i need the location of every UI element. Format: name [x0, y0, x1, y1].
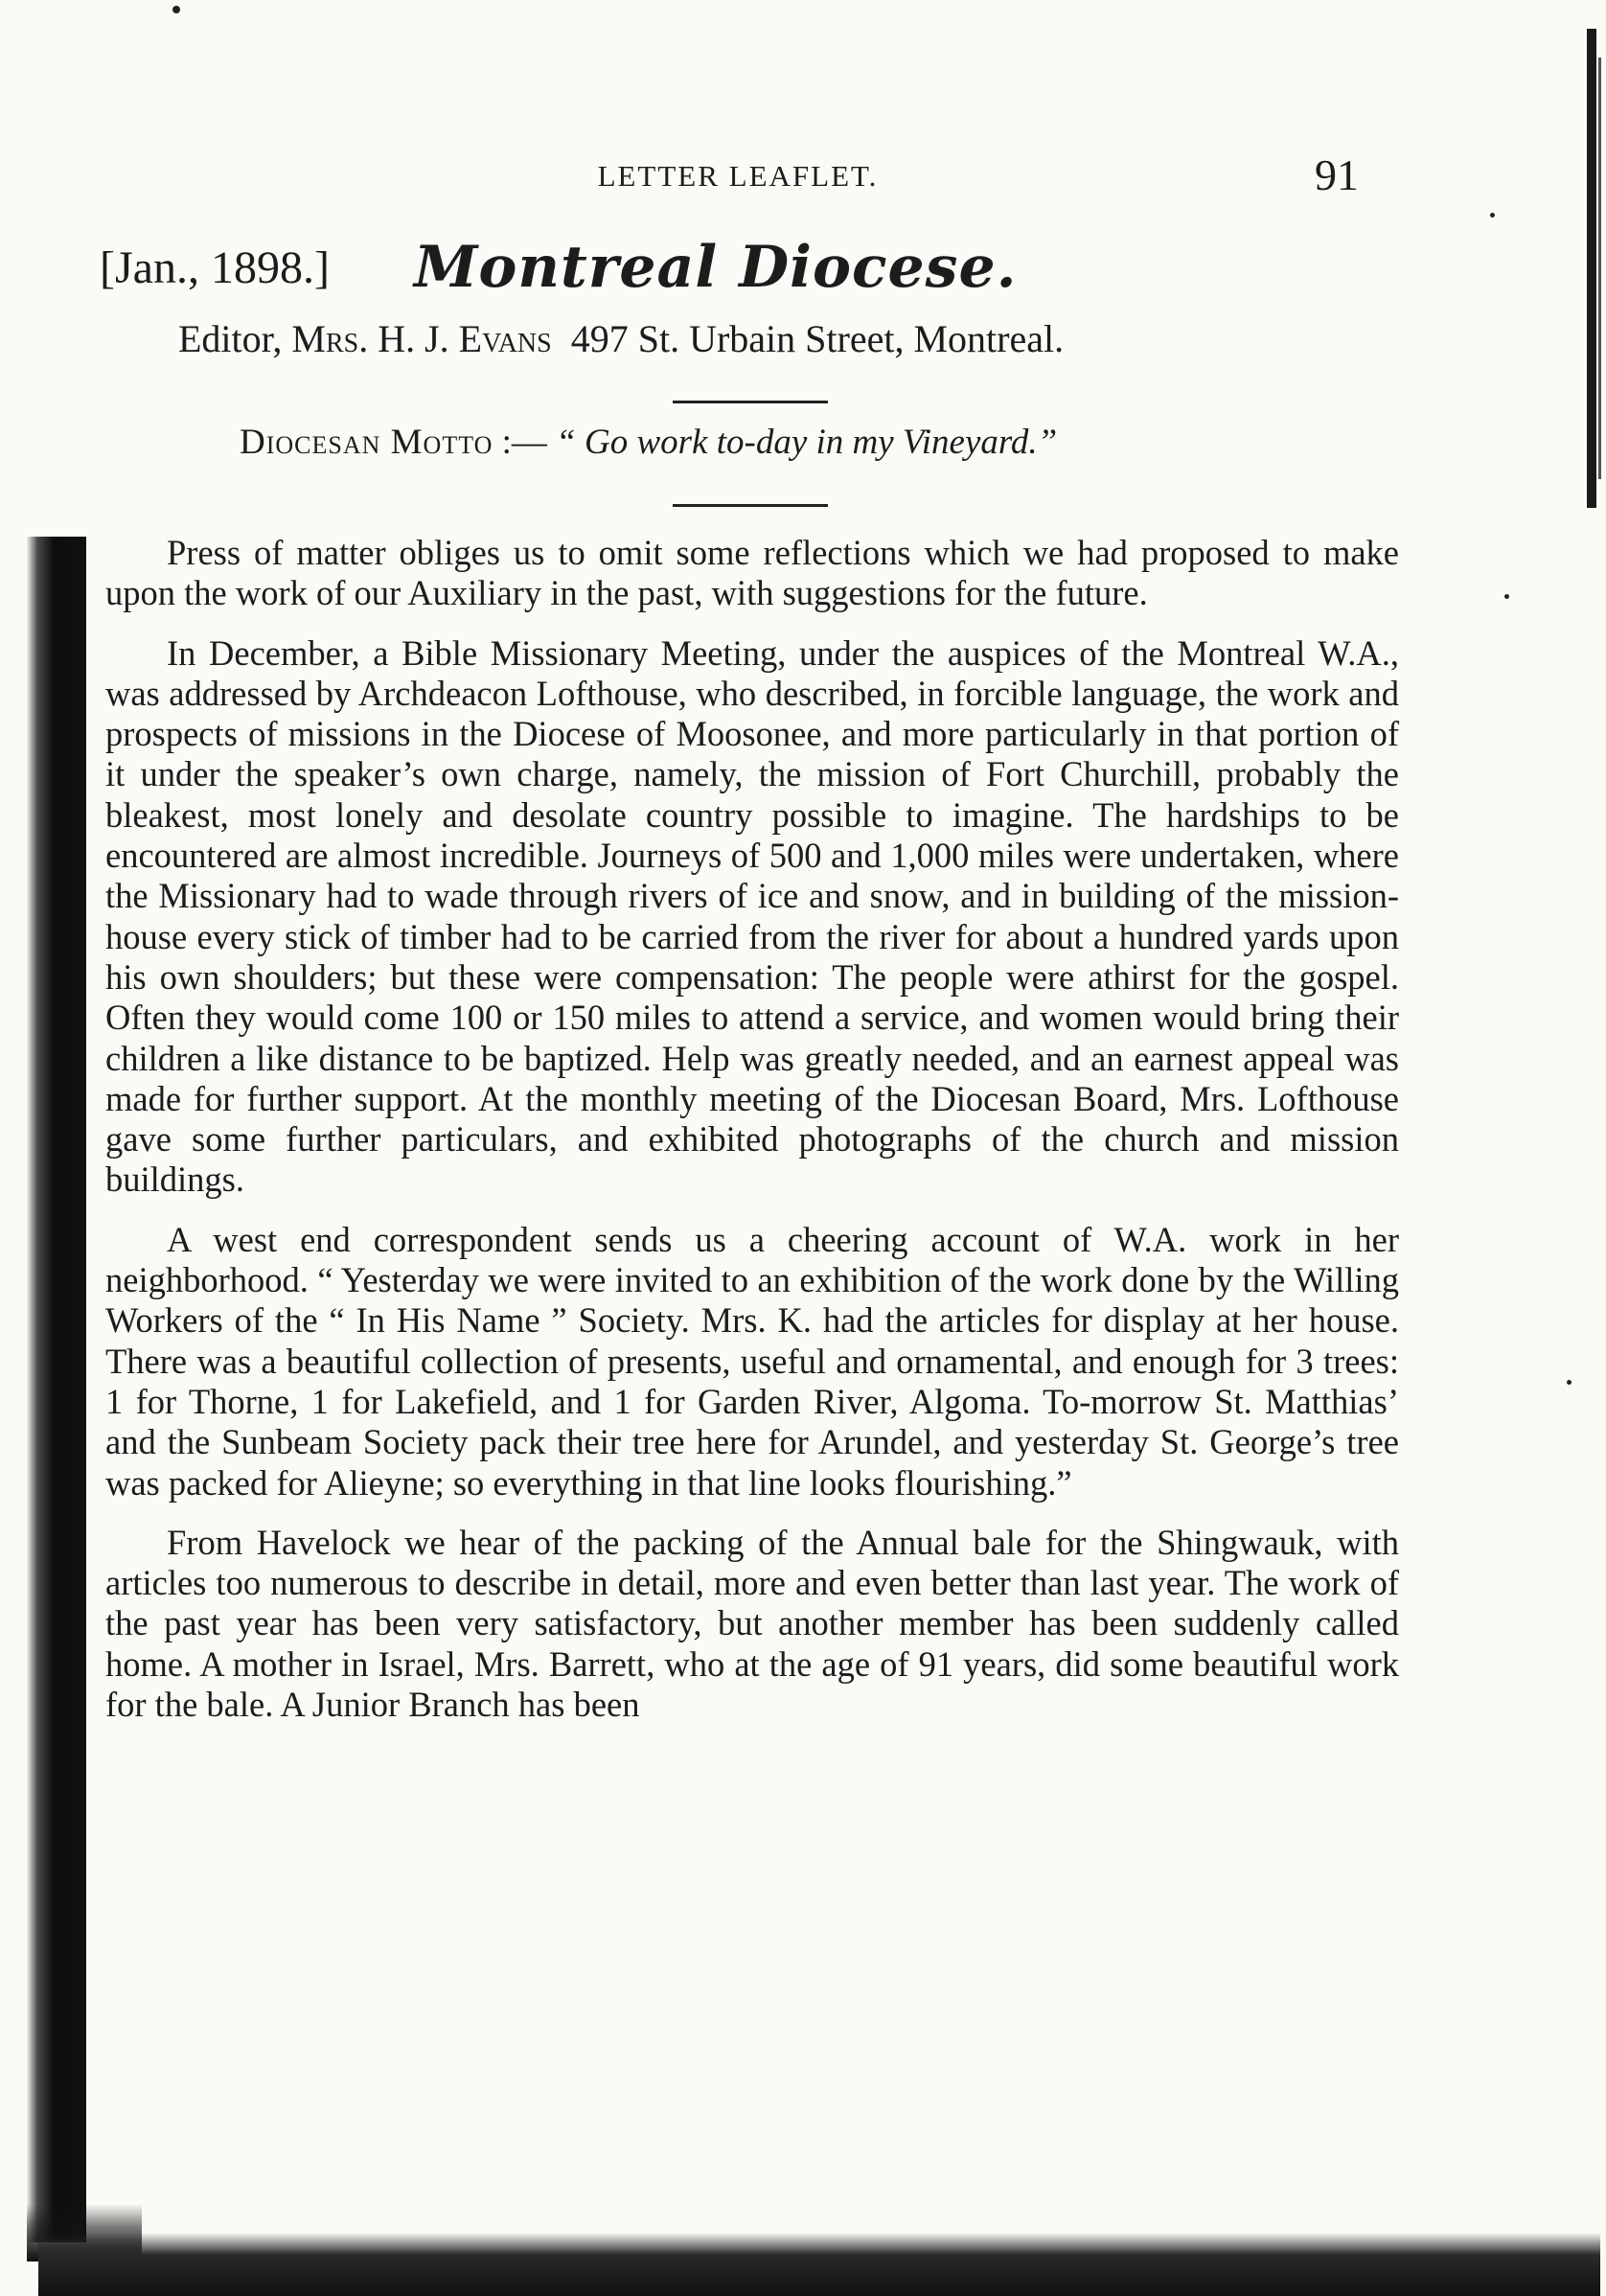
scan-shadow-bottom [38, 2233, 1600, 2296]
motto-label: Diocesan Motto [240, 423, 493, 462]
paragraph: In December, a Bible Missionary Meeting, under the auspices of the Montreal W.A., was addressed by Archdeacon Lofthouse, who described, in forcible language, the work and prospects of missions in the Diocese of Moosonee, and more particularly in that portion of it under the speaker’s own charge, namely, the mission of Fort Churchill, probably the bleakest, most lonely and desolate country possible to imagine. The hardships to be encountered are almost incredible. Journeys of 500 and 1,000 miles were undertaken, where the Missionary had to wade through rivers of ice and snow, and in building of the mission-house every stick of timber had to be carried from the river for about a hundred yards upon his own shoulders; but these were compensation: The people were athirst for the gospel. Often they would come 100 or 150 miles to attend a service, and women would bring their children a like distance to be baptized. Help was greatly needed, and an earnest appeal was made for further support. At the monthly meeting of the Diocesan Board, Mrs. Lofthouse gave some further particulars, and exhibited photographs of the church and mission buildings. [105, 632, 1399, 1200]
article-body [105, 533, 1399, 1725]
motto-separator: :— [501, 423, 547, 462]
motto-text: “ Go work to-day in my Vineyard.” [556, 423, 1058, 462]
paragraph: A west end correspondent sends us a cheering account of W.A. work in her neighborhood. “ Yesterday we were invited to an exhibition of the work done by the Willing Workers of the “ In His Name ” Society. Mrs. K. had the articles for display at her house. There was a beautiful collection of presents, useful and ornamental, and enough for 3 trees: 1 for Thorne, 1 for Lakefield, and 1 for Garden River, Algoma. To-morrow St. Matthias’ and the Sunbeam Society pack their tree here for Arundel, and yesterday St. George’s tree was packed for Alieyne; so everything in that line looks flourishing.” [105, 1219, 1399, 1503]
issue-date: [Jan., 1898.] [100, 242, 330, 293]
divider-bottom [673, 504, 828, 507]
scan-shadow-left [27, 537, 86, 2242]
editor-name: Mrs. H. J. Evans [291, 317, 552, 360]
page-number: 91 [1315, 150, 1359, 199]
paragraph: From Havelock we hear of the packing of the Annual bale for the Shingwauk, with articles too numerous to describe in detail, more and even better than last year. The work of the past year has been very satisfactory, but another member has been suddenly called home. A mother in Israel, Mrs. Barrett, who at the age of 91 years, did some beautiful work for the bale. A Junior Branch has been [105, 1522, 1399, 1725]
ink-speck [1504, 594, 1509, 599]
editor-address: 497 St. Urbain Street, Montreal. [570, 317, 1065, 360]
ink-speck [1567, 1380, 1572, 1385]
section-title: Montreal Diocese. [414, 234, 1018, 301]
paragraph: Press of matter obliges us to omit some reflections which we had proposed to make upon the work of our Auxiliary in the past, with suggestions for the future. [105, 533, 1399, 613]
scan-line-right [1598, 57, 1601, 479]
ink-speck [172, 6, 180, 13]
motto-line [240, 422, 1389, 463]
editor-label: Editor, [178, 317, 283, 360]
ink-speck [1490, 213, 1495, 218]
divider-top [673, 401, 828, 403]
running-head: LETTER LEAFLET. [597, 159, 879, 193]
editor-line [178, 316, 1424, 361]
scan-shadow-right [1587, 29, 1596, 508]
